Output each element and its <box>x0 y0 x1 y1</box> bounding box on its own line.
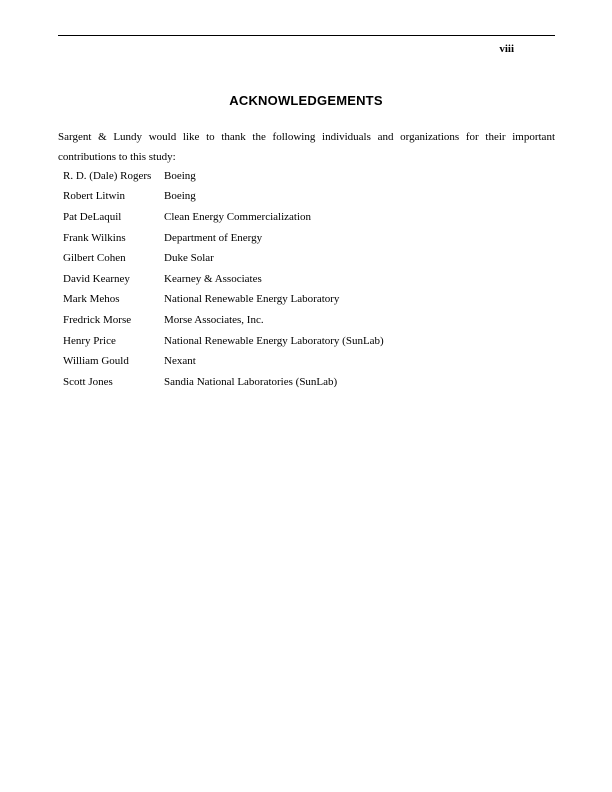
list-item <box>63 248 543 269</box>
page-title: ACKNOWLEDGEMENTS <box>229 93 383 108</box>
person-name: Pat DeLaquil <box>63 210 122 223</box>
person-name: Robert Litwin <box>63 190 126 203</box>
organization-name: Morse Associates, Inc. <box>164 313 264 326</box>
organization-name: Duke Solar <box>164 252 214 265</box>
organization-name: National Renewable Energy Laboratory (SunLab) <box>164 334 384 347</box>
organization-name: Kearney & Associates <box>164 272 262 285</box>
organization-name: Clean Energy Commercialization <box>164 210 312 223</box>
person-name: Frank Wilkins <box>63 231 126 244</box>
list-item <box>63 290 543 311</box>
header-rule <box>58 35 555 36</box>
person-name: William Gould <box>63 355 129 368</box>
organization-name: Boeing <box>164 190 196 203</box>
person-name: Mark Mehos <box>63 293 120 306</box>
person-name: R. D. (Dale) Rogers <box>63 169 152 182</box>
list-item <box>63 228 543 249</box>
organization-name: Boeing <box>164 169 196 182</box>
person-name: Fredrick Morse <box>63 313 132 326</box>
organization-name: Nexant <box>164 355 196 368</box>
person-name: Henry Price <box>63 334 116 347</box>
organization-name: Sandia National Laboratories (SunLab) <box>164 375 338 388</box>
intro-paragraph: Sargent & Lundy would like to thank the following individuals and organizations for their important contributions to this study: <box>58 131 555 163</box>
list-item <box>63 187 543 208</box>
page-number: viii <box>499 43 514 55</box>
list-item <box>63 269 543 290</box>
list-item <box>63 310 543 331</box>
list-item <box>63 372 543 393</box>
organization-name: National Renewable Energy Laboratory <box>164 293 340 306</box>
list-item <box>63 351 543 372</box>
list-item <box>63 207 543 228</box>
person-name: Gilbert Cohen <box>63 252 126 265</box>
list-item <box>63 166 543 187</box>
person-name: Scott Jones <box>63 375 113 388</box>
list-item <box>63 331 543 352</box>
acknowledgements-list <box>63 166 543 393</box>
person-name: David Kearney <box>63 272 130 285</box>
organization-name: Department of Energy <box>164 231 263 244</box>
